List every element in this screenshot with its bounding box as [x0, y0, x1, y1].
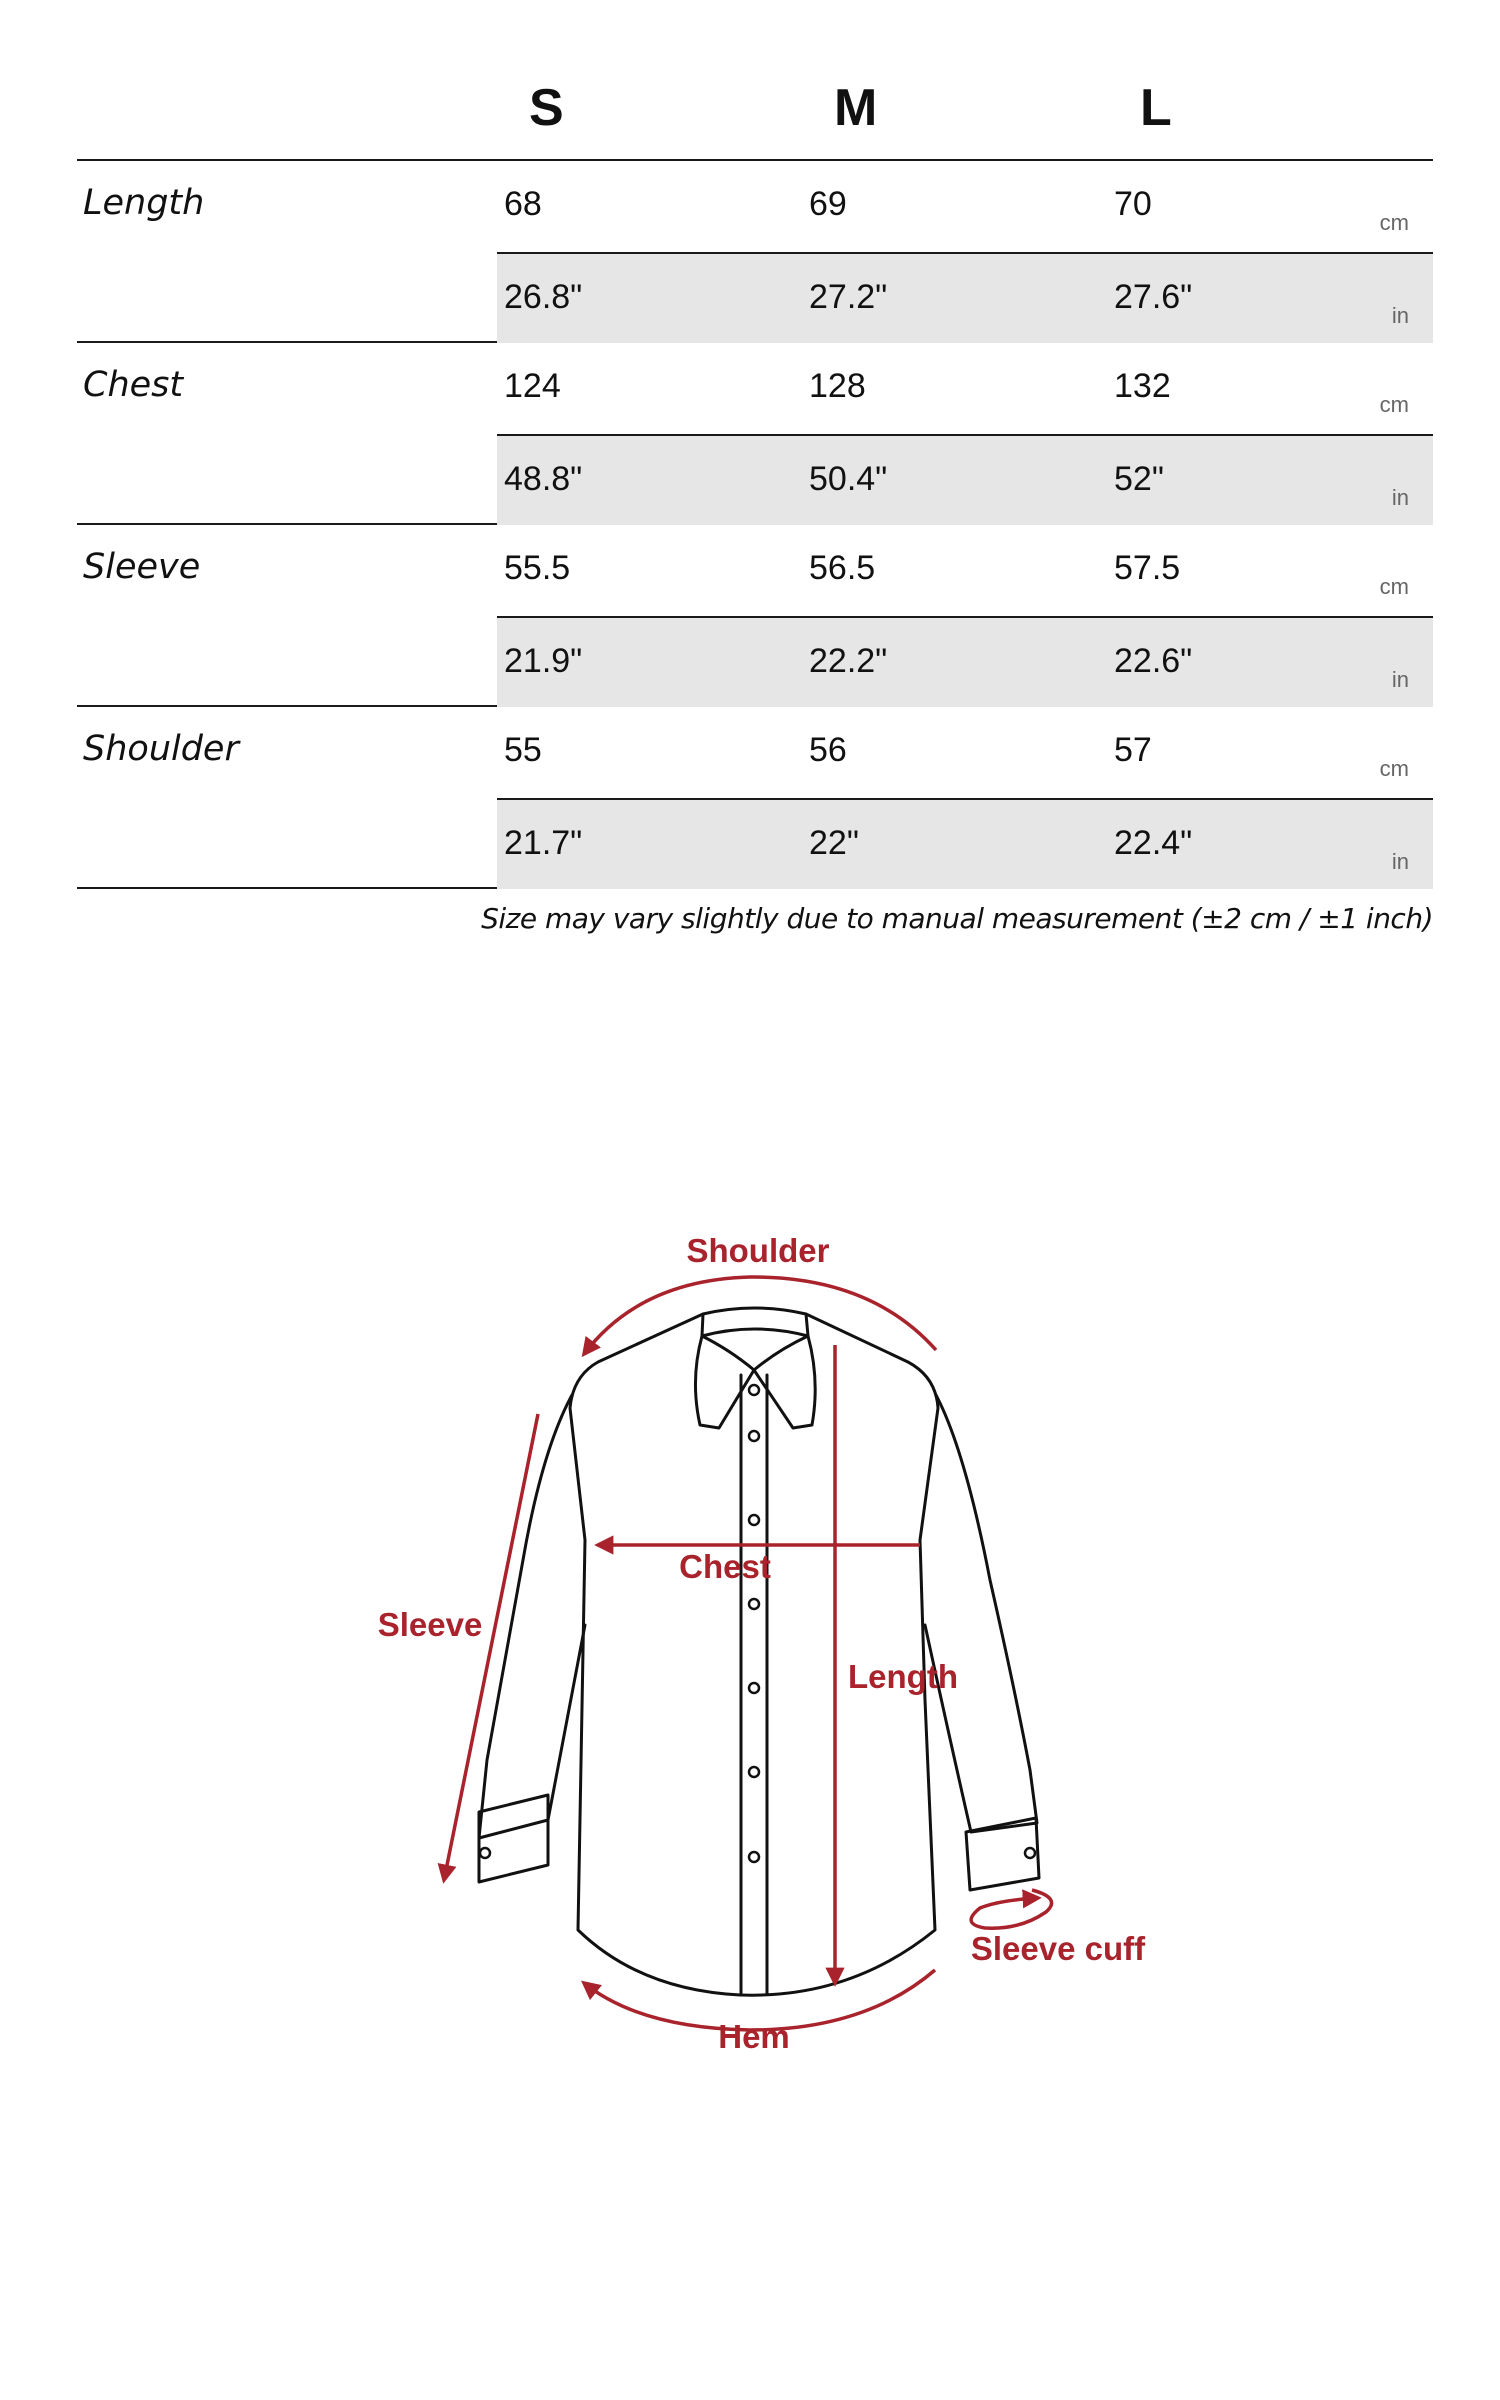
- value-s-cm: 55.5: [504, 549, 571, 587]
- measurement-chest: [77, 343, 1433, 525]
- inch-row: [497, 252, 1433, 343]
- cm-row: [497, 343, 1433, 432]
- inch-row: [497, 798, 1433, 889]
- cm-row: [497, 525, 1433, 614]
- length-label: Length: [848, 1658, 958, 1695]
- button: [1025, 1848, 1035, 1858]
- shirt-buttons: [480, 1385, 1035, 1862]
- unit-label-cm: cm: [1379, 210, 1409, 235]
- shoulder-arrow: [584, 1277, 936, 1354]
- value-m-cm: 56.5: [809, 549, 876, 587]
- button: [749, 1767, 759, 1777]
- value-m-in: 22": [809, 824, 859, 862]
- measurement-name: Length: [83, 183, 205, 223]
- value-l-in: 22.4": [1114, 824, 1193, 862]
- sleeve-cuff-label: Sleeve cuff: [970, 1930, 1146, 1967]
- button: [480, 1848, 490, 1858]
- size-table: [77, 60, 1433, 889]
- value-m-in: 27.2": [809, 278, 888, 316]
- button: [749, 1431, 759, 1441]
- value-l-in: 52": [1114, 460, 1164, 498]
- unit-label-in: in: [1391, 303, 1409, 328]
- inch-row: [497, 616, 1433, 707]
- value-l-in: 22.6": [1114, 642, 1193, 680]
- chest-label: Chest: [679, 1548, 771, 1585]
- cm-row: [497, 161, 1433, 250]
- size-header-row: [77, 60, 1433, 161]
- button: [749, 1385, 759, 1395]
- value-s-cm: 55: [504, 731, 542, 769]
- measurement-length: [77, 161, 1433, 343]
- value-s-cm: 68: [504, 185, 542, 223]
- left-sleeve: [479, 1395, 585, 1838]
- unit-label-in: in: [1391, 485, 1409, 510]
- measurement-name: Sleeve: [83, 547, 201, 587]
- value-l-in: 27.6": [1114, 278, 1193, 316]
- shoulder-label: Shoulder: [686, 1232, 830, 1269]
- shirt-outline: [479, 1308, 1039, 1995]
- hem-label: Hem: [718, 2018, 790, 2055]
- collar-right: [754, 1336, 815, 1428]
- value-s-in: 21.9": [504, 642, 583, 680]
- cm-row: [497, 707, 1433, 796]
- value-m-cm: 56: [809, 731, 847, 769]
- size-header-s: S: [529, 79, 564, 137]
- size-header-l: L: [1140, 79, 1172, 137]
- measurement-shoulder: [77, 707, 1433, 889]
- value-m-cm: 128: [809, 367, 866, 405]
- value-s-in: 26.8": [504, 278, 583, 316]
- value-m-in: 22.2": [809, 642, 888, 680]
- value-m-in: 50.4": [809, 460, 888, 498]
- button: [749, 1515, 759, 1525]
- shirt-body: [570, 1314, 938, 1995]
- button: [749, 1599, 759, 1609]
- value-l-cm: 57.5: [1114, 549, 1181, 587]
- value-l-cm: 70: [1114, 185, 1152, 223]
- sleeve-label: Sleeve: [377, 1606, 483, 1643]
- measurement-name: Shoulder: [83, 729, 239, 769]
- measurement-sleeve: [77, 525, 1433, 707]
- inch-row: [497, 434, 1433, 525]
- value-l-cm: 132: [1114, 367, 1171, 405]
- measurement-note: Size may vary slightly due to manual measurement (±2 cm / ±1 inch): [481, 902, 1433, 935]
- sleeve-cuff-arrow: [971, 1890, 1051, 1928]
- unit-label-cm: cm: [1379, 756, 1409, 781]
- collar-back: [702, 1308, 808, 1336]
- unit-label-in: in: [1391, 849, 1409, 874]
- measurement-name: Chest: [83, 365, 184, 405]
- size-header-m: M: [834, 79, 878, 137]
- collar-left: [695, 1336, 754, 1428]
- unit-label-in: in: [1391, 667, 1409, 692]
- value-m-cm: 69: [809, 185, 847, 223]
- value-s-cm: 124: [504, 367, 561, 405]
- right-sleeve: [925, 1395, 1037, 1832]
- value-l-cm: 57: [1114, 731, 1152, 769]
- unit-label-cm: cm: [1379, 392, 1409, 417]
- button: [749, 1852, 759, 1862]
- unit-label-cm: cm: [1379, 574, 1409, 599]
- left-cuff: [479, 1795, 548, 1882]
- shirt-diagram: [0, 1200, 1500, 2100]
- value-s-in: 48.8": [504, 460, 583, 498]
- shirt-diagram-svg: [0, 1200, 1500, 2100]
- button: [749, 1683, 759, 1693]
- value-s-in: 21.7": [504, 824, 583, 862]
